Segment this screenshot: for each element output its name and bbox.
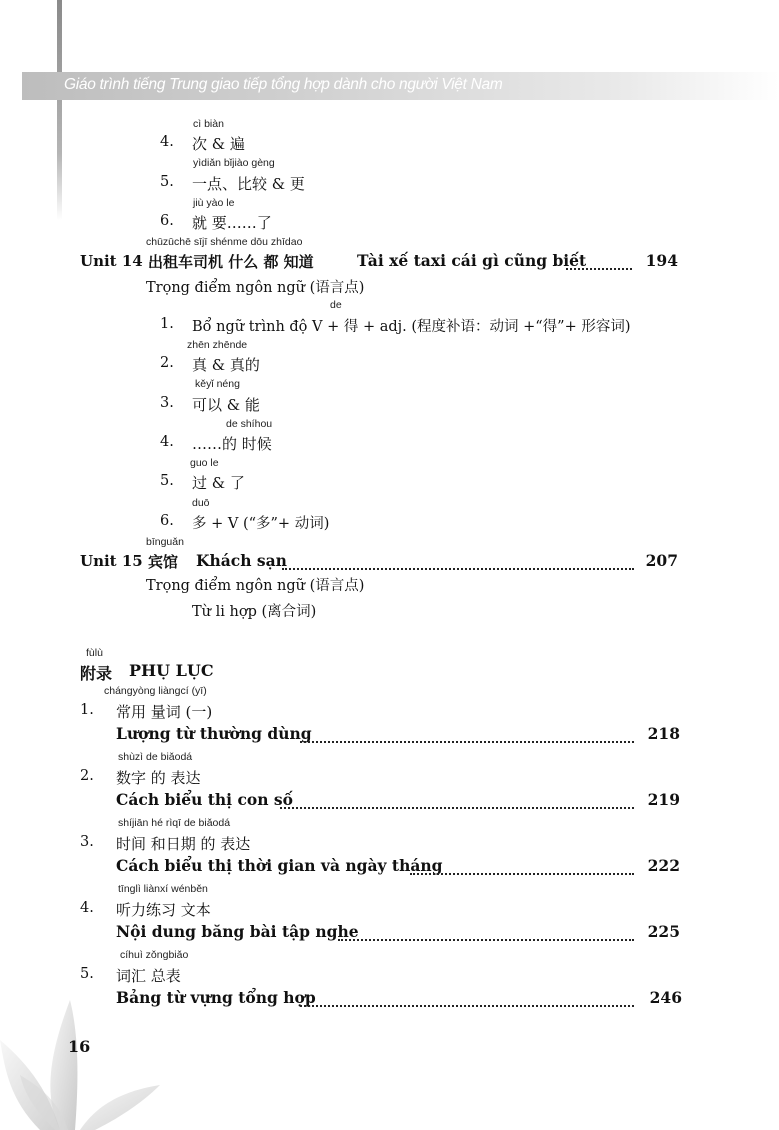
pinyin: shíjiān hé rìqī de biǎodá: [118, 817, 231, 829]
page-number: 194: [645, 251, 678, 270]
pinyin: duō: [192, 497, 210, 509]
unit-title: Khách sạn: [196, 551, 287, 570]
pinyin: fùlù: [86, 647, 103, 659]
unit-label: Unit 14: [80, 252, 143, 270]
appendix-item-title: Cách biểu thị thời gian và ngày tháng: [116, 856, 443, 875]
footer-page-number: 16: [68, 1037, 91, 1056]
item-hanzi: 数字 的 表达: [116, 769, 201, 787]
item-hanzi: 就 要……了: [192, 214, 272, 232]
unit-hanzi: 宾馆: [148, 553, 179, 571]
page-number: 222: [647, 856, 680, 875]
item-text: 过 & 了: [192, 474, 245, 492]
item-number: 4.: [80, 900, 94, 916]
item-text: ……的 时候: [192, 435, 272, 453]
item-number: 6.: [160, 513, 174, 529]
item-number: 1.: [80, 702, 94, 718]
item-hanzi: 一点、比较 & 更: [192, 175, 305, 193]
pinyin: kěyǐ néng: [195, 378, 240, 390]
page-number: 246: [649, 988, 682, 1007]
item-hanzi: 词汇 总表: [116, 967, 181, 985]
pinyin: cíhuì zǒngbiǎo: [120, 949, 189, 961]
item-hanzi: 听力练习 文本: [116, 901, 211, 919]
item-text: 可以 & 能: [192, 396, 260, 414]
item-number: 3.: [160, 395, 174, 411]
book-title: Giáo trình tiếng Trung giao tiếp tổng hợp dành cho người Việt Nam: [64, 76, 503, 93]
item-number: 3.: [80, 834, 94, 850]
leader-dots: [410, 871, 634, 875]
item-hanzi: 次 & 遍: [192, 135, 245, 153]
item-text: Từ li hợp (离合词): [192, 604, 317, 620]
item-number: 5.: [160, 174, 174, 190]
leader-dots: [566, 266, 632, 270]
appendix-item-title: Cách biểu thị con số: [116, 790, 293, 809]
item-hanzi: 常用 量词 (一): [116, 703, 213, 721]
item-number: 2.: [80, 768, 94, 784]
item-number: 1.: [160, 316, 174, 332]
item-number: 6.: [160, 213, 174, 229]
pinyin: shùzì de biǎodá: [118, 751, 193, 763]
page-number: 219: [647, 790, 680, 809]
item-text: 多 + V (“多”+ 动词): [192, 516, 330, 532]
appendix-item-title: Bảng từ vựng tổng hợp: [116, 988, 316, 1007]
pinyin: tīnglì liànxí wénběn: [118, 883, 208, 895]
page-number: 207: [645, 551, 678, 570]
page-number: 225: [647, 922, 680, 941]
pinyin: chángyòng liàngcí (yī): [104, 685, 207, 697]
pinyin: chūzūchē sījī shénme dōu zhīdao: [146, 236, 303, 248]
leader-dots: [282, 566, 634, 570]
leader-dots: [280, 805, 634, 809]
appendix-hanzi: 附录: [80, 664, 113, 683]
leader-dots: [338, 937, 634, 941]
item-number: 5.: [80, 966, 94, 982]
appendix-title: PHỤ LỤC: [129, 661, 214, 680]
item-number: 2.: [160, 355, 174, 371]
unit-label: Unit 15: [80, 552, 143, 570]
section-focus: Trọng điểm ngôn ngữ (语言点): [146, 578, 365, 594]
decorative-vertical-bar: [57, 0, 62, 220]
page-number: 218: [647, 724, 680, 743]
leader-dots: [300, 739, 634, 743]
item-number: 4.: [160, 134, 174, 150]
pinyin: cì biàn: [193, 118, 224, 130]
appendix-item-title: Lượng từ thường dùng: [116, 724, 312, 743]
appendix-item-title: Nội dung băng bài tập nghe: [116, 922, 359, 941]
item-hanzi: 时间 和日期 的 表达: [116, 835, 251, 853]
pinyin: de shíhou: [226, 418, 273, 430]
item-number: 5.: [160, 473, 174, 489]
section-focus: Trọng điểm ngôn ngữ (语言点): [146, 280, 365, 296]
item-number: 4.: [160, 434, 174, 450]
item-text: 真 & 真的: [192, 356, 260, 374]
item-text: Bổ ngữ trình độ V + 得 + adj. (程度补语：动词 +“得”+ 形容词): [192, 319, 631, 335]
leader-dots: [300, 1003, 634, 1007]
unit-hanzi: 出租车司机 什么 都 知道: [148, 253, 314, 271]
unit-title: Tài xế taxi cái gì cũng biết: [357, 251, 587, 270]
pinyin: jiù yào le: [193, 197, 235, 209]
pinyin: zhēn zhēnde: [187, 339, 248, 351]
pinyin: bīnguǎn: [146, 536, 184, 548]
pinyin: de: [330, 299, 342, 311]
pinyin: guo le: [190, 457, 219, 469]
pinyin: yìdiǎn bǐjiào gèng: [193, 157, 275, 169]
